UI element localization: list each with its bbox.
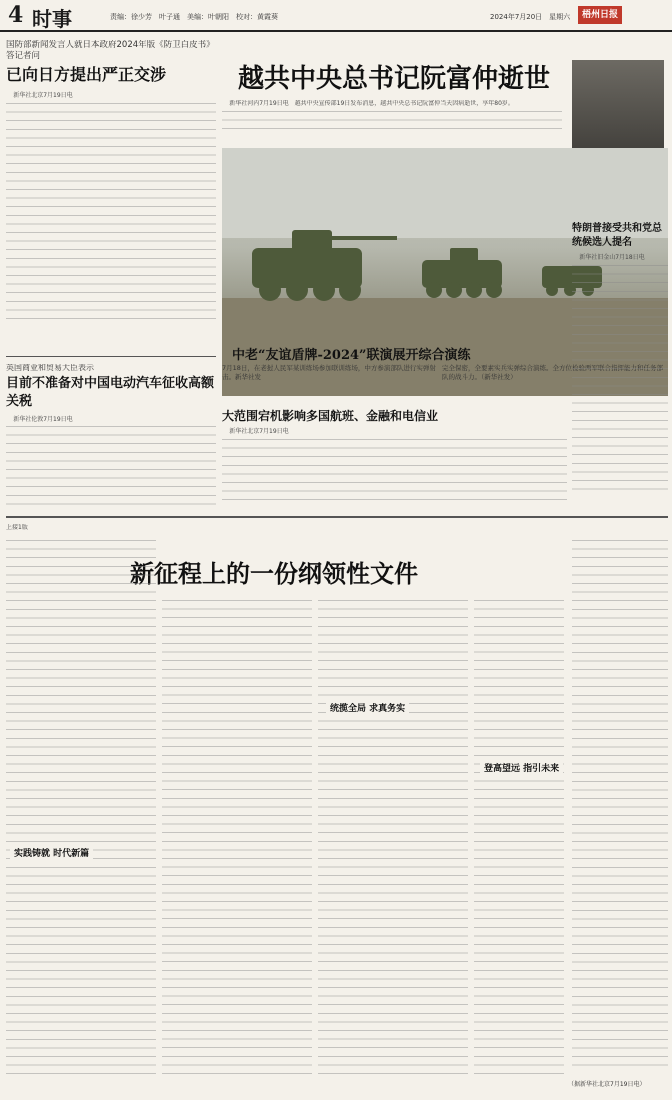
story-japan-dateline: 新华社北京7月19日电 [13,92,73,99]
masthead [0,0,672,32]
story-vietnam-body [222,100,562,144]
photo-title: 中老“友谊盾牌-2024”联演展开综合演练 [232,348,471,363]
photo-caption-right: 完全保密，全要素实兵实弹综合演练。全方位检验两军联合指挥能力和任务部队的战斗力。（新华社发） [442,364,663,381]
feature-subhead-1: 实践铸就 时代新篇 [10,845,93,860]
story-japan-title: 已向日方提出严正交涉 [6,65,167,84]
feature-col-2 [162,600,312,1080]
story-ev [6,364,216,509]
feature-kicker: 上接1版 [6,524,28,531]
story-ev-body [6,426,216,506]
story-ev-dateline: 新华社伦敦7月19日电 [13,415,73,423]
issue-date: 2024年7月20日 星期六 [490,13,571,21]
story-japan [6,40,216,340]
page-number: 4 [8,2,24,28]
story-japan-body [6,103,216,323]
feature-col-4 [474,600,564,1080]
feature-col-1 [6,540,156,1080]
section-title: 时事 [32,7,72,31]
feature-col-3 [318,600,468,1080]
story-outage [222,408,567,508]
story-trump-dateline: 新华社旧金山7月18日电 [579,254,645,261]
divider-main [6,516,668,518]
story-vietnam-dateline: 新华社河内7月19日电 越共中央宣传部19日发布消息，越共中央总书记阮富仲当天因病逝世，享年80岁。 [229,100,514,107]
divider [6,356,216,357]
paper-logo: 梧州日报 [578,6,622,24]
editor-credits: 责编：徐少芳 叶子通 美编：叶朝阳 校对：黄霞葵 [110,13,278,21]
story-outage-body [222,439,567,505]
feature-subhead-2: 统揽全局 求真务实 [326,700,409,715]
story-outage-dateline: 新华社北京7月19日电 [229,428,289,435]
story-trump-title: 特朗普接受共和党总统候选人提名 [572,223,662,248]
story-ev-title: 目前不准备对中国电动汽车征收高额关税 [6,375,215,409]
feature-subhead-3: 登高望远 指引未来 [480,760,563,775]
photo-caption-left: 7月18日，在老挝人民军某训练场参加联训练场，中方参演部队进行实弹射击。新华社发 [222,364,436,381]
feature-title: 新征程上的一份纲领性文件 [130,559,418,588]
footer-credit: （据新华社北京7月19日电） [568,1081,646,1088]
story-outage-title: 大范围宕机影响多国航班、金融和电信业 [222,409,439,423]
feature-col-5 [572,540,668,1070]
story-trump [572,222,668,502]
story-vietnam-title: 越共中央总书记阮富仲逝世 [238,64,551,94]
story-ev-kicker: 英国商业和贸易大臣表示 [6,364,94,372]
story-trump-body [572,265,668,495]
story-japan-kicker: 国防部新闻发言人就日本政府2024年版《防卫白皮书》答记者问 [6,40,215,61]
